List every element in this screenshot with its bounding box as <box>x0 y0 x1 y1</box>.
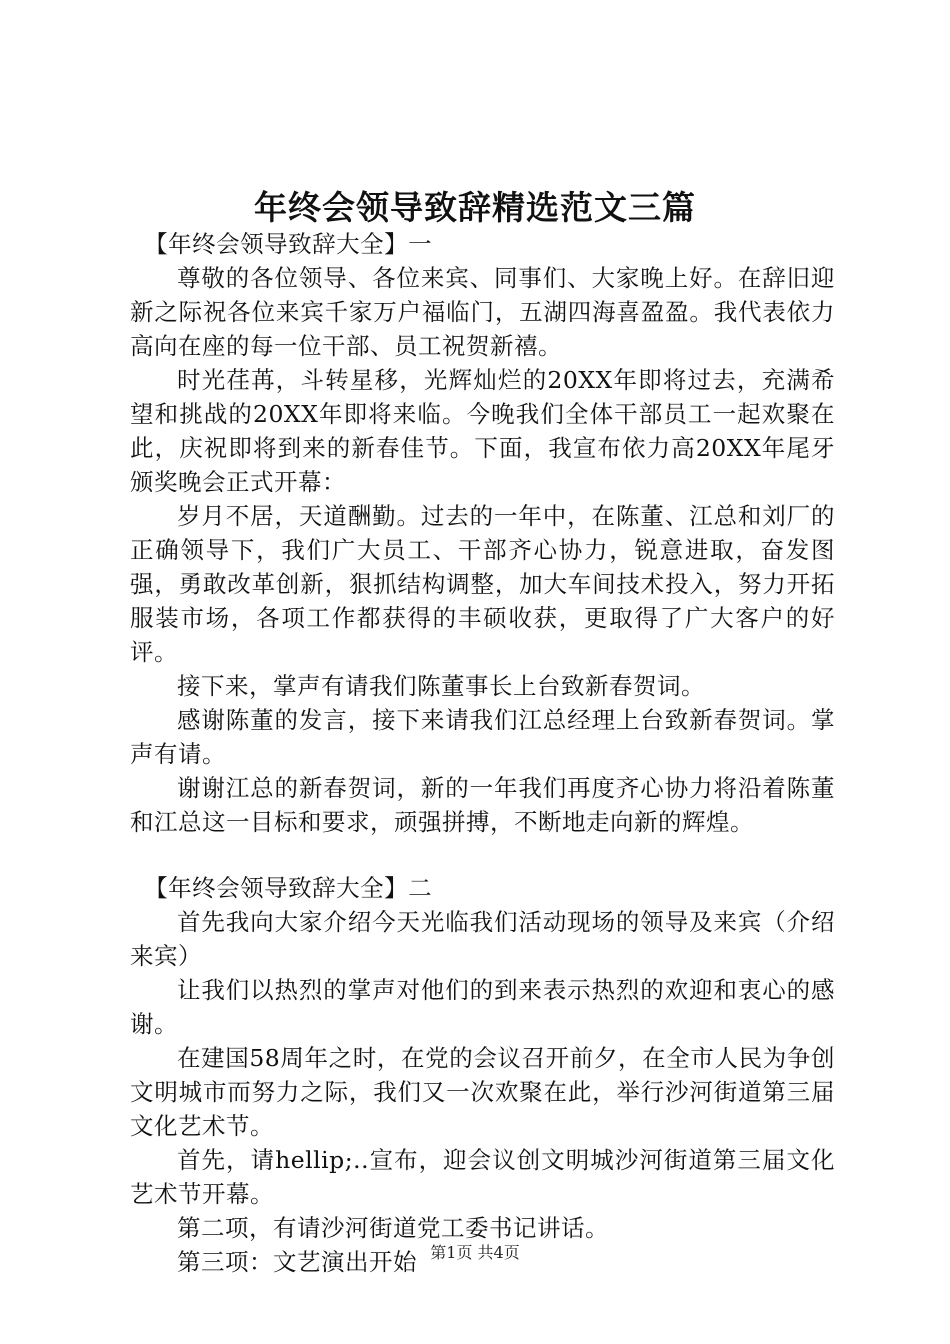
paragraph: 岁月不居，天道酬勤。过去的一年中，在陈董、江总和刘厂的正确领导下，我们广大员工、干部齐心协力，锐意进取，奋发图强，勇敢改革创新，狠抓结构调整，加大车间技术投入，努力开拓服装市场，各项工作都获得的丰硕收获，更取得了广大客户的好评。 <box>130 502 835 666</box>
section-spacer <box>130 839 835 871</box>
paragraph: 让我们以热烈的掌声对他们的到来表示热烈的欢迎和衷心的感谢。 <box>130 976 835 1038</box>
paragraph: 第三项：文艺演出开始 <box>177 1248 417 1276</box>
section-heading-1: 【年终会领导致辞大全】一 <box>144 230 433 258</box>
page-number-footer: 第1页 共4页 <box>430 1243 520 1262</box>
section-heading-2: 【年终会领导致辞大全】二 <box>144 874 433 902</box>
document-body <box>130 227 835 1279</box>
paragraph: 感谢陈董的发言，接下来请我们江总经理上台致新春贺词。掌声有请。 <box>130 706 835 768</box>
paragraph: 谢谢江总的新春贺词，新的一年我们再度齐心协力将沿着陈董和江总这一目标和要求，顽强拼搏，不断地走向新的辉煌。 <box>130 774 835 836</box>
paragraph: 首先，请hellip;..宣布，迎会议创文明城沙河街道第三届文化艺术节开幕。 <box>130 1146 835 1208</box>
paragraph: 接下来，掌声有请我们陈董事长上台致新春贺词。 <box>177 672 705 700</box>
paragraph: 尊敬的各位领导、各位来宾、同事们、大家晚上好。在辞旧迎新之际祝各位来宾千家万户福临门，五湖四海喜盈盈。我代表依力高向在座的每一位干部、员工祝贺新禧。 <box>130 264 835 360</box>
paragraph: 时光荏苒，斗转星移，光辉灿烂的20XX年即将过去，充满希望和挑战的20XX年即将来临。今晚我们全体干部员工一起欢聚在此，庆祝即将到来的新春佳节。下面，我宣布依力高20XX年尾牙颁奖晚会正式开幕： <box>130 366 835 496</box>
paragraph: 第二项，有请沙河街道党工委书记讲话。 <box>177 1214 609 1242</box>
document-title: 年终会领导致辞精选范文三篇 <box>254 188 696 227</box>
paragraph: 首先我向大家介绍今天光临我们活动现场的领导及来宾（介绍来宾） <box>130 908 835 970</box>
paragraph: 在建国58周年之时，在党的会议召开前夕，在全市人民为争创文明城市而努力之际，我们又一次欢聚在此，举行沙河街道第三届文化艺术节。 <box>130 1044 835 1140</box>
